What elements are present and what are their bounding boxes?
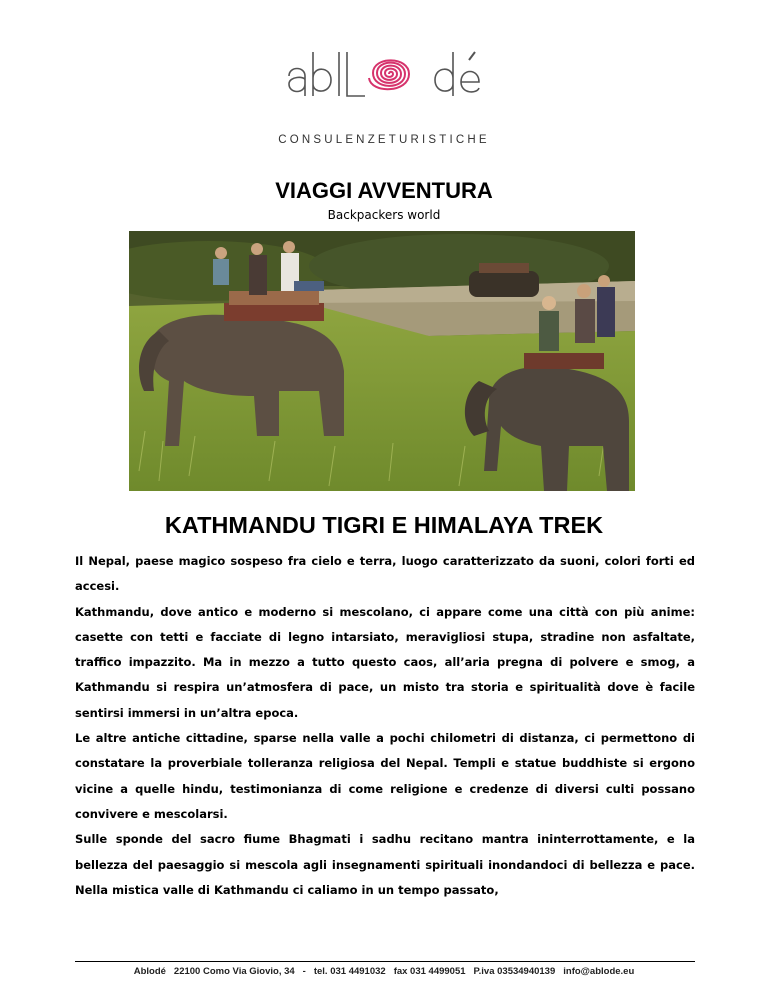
footer-email-link[interactable]: info@ablode.eu [563,966,635,977]
page-subtitle: Backpackers world [327,208,441,222]
footer [0,966,768,977]
paragraph-3: Le altre antiche cittadine, sparse nella valle a pochi chilometri di distanza, ci permettono di constatare la proverbiale tolleranza religiosa del Nepal. Templi e statue buddhiste si ergono vicine a quelle hindu, testimonianza di come religione e credenze di diversi culti possano convivere e mescolarsi. [75,731,695,821]
footer-piva: P.iva 03534940139 [473,966,556,977]
trip-heading: KATHMANDU TIGRI E HIMALAYA TREK [164,512,604,538]
logo-tagline: CONSULENZETURISTICHE [278,134,490,146]
article-body [75,549,695,903]
footer-company: Ablodé [133,966,166,977]
footer-fax: fax 031 4499051 [393,966,466,977]
elephant-safari-image [129,231,635,491]
paragraph-4: Sulle sponde del sacro fiume Bhagmati i sadhu recitano mantra ininterrottamente, e la bellezza del paesaggio si mescola agli insegnamenti spirituali inondandoci di bellezza e pace. Nella mistica valle di Kathmandu ci caliamo in un tempo passato, [75,832,695,897]
elephant-safari-photo [129,231,635,491]
footer-address: 22100 Como Via Giovio, 34 [173,966,295,977]
logo [0,38,768,146]
footer-divider [75,961,695,962]
paragraph-2: Kathmandu, dove antico e moderno si mescolano, ci appare come una città con più anime: casette con tetti e facciate di legno intarsiato, meravigliosi stupa, stradine non asfaltate, traffico impazzito. Ma in mezzo a tutto questo caos, all’aria pregna di polvere e smog, a Kathmandu si respira un’atmosfera di pace, un misto tra storia e spiritualità dove è facile sentirsi immersi in un’altra epoca. [75,604,695,720]
ablode-wordmark-logo [283,38,483,98]
paragraph-1: Il Nepal, paese magico sospeso fra cielo e terra, luogo caratterizzato da suoni, colori forti ed accesi. [75,554,695,594]
footer-tel: tel. 031 4491032 [313,966,386,977]
footer-separator: - [302,966,306,977]
page-title: VIAGGI AVVENTURA [275,178,493,203]
